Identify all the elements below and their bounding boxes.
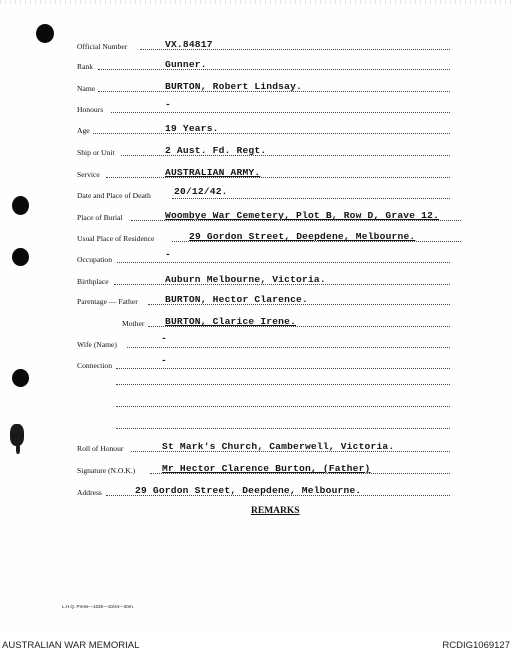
scan-edge bbox=[0, 0, 513, 4]
label-ship-or-unit: Ship or Unit bbox=[77, 148, 115, 157]
value-burial: Woombye War Cemetery, Plot B, Row D, Grave 12. bbox=[165, 210, 440, 222]
footer-record-id: RCDIG1069127 bbox=[442, 640, 510, 651]
field-ship-or-unit bbox=[0, 144, 513, 158]
field-rank bbox=[0, 58, 513, 72]
label-residence: Usual Place of Residence bbox=[77, 234, 155, 243]
label-occupation: Occupation bbox=[77, 255, 113, 264]
value-address: 29 Gordon Street, Deepdene, Melbourne. bbox=[135, 485, 362, 497]
label-wife: Wife (Name) bbox=[77, 340, 117, 349]
footer-archive-name: AUSTRALIAN WAR MEMORIAL bbox=[2, 640, 140, 651]
value-father: BURTON, Hector Clarence. bbox=[165, 294, 308, 306]
printer-imprint: L.H.Q. Press—1635—10/44—30m. bbox=[62, 604, 135, 609]
field-death bbox=[0, 187, 513, 201]
label-death: Date and Place of Death bbox=[77, 191, 151, 200]
dotted-line bbox=[116, 368, 450, 369]
connection-line-3 bbox=[116, 406, 450, 407]
value-wife: - bbox=[161, 333, 167, 345]
value-name: BURTON, Robert Lindsay. bbox=[165, 81, 303, 93]
label-name: Name bbox=[77, 84, 96, 93]
value-service: AUSTRALIAN ARMY. bbox=[165, 167, 261, 179]
label-rank: Rank bbox=[77, 62, 94, 71]
field-signature bbox=[0, 462, 513, 476]
dotted-line bbox=[111, 112, 450, 113]
field-father bbox=[0, 293, 513, 307]
remarks-heading: REMARKS bbox=[251, 506, 300, 516]
punch-hole-lower bbox=[12, 369, 29, 387]
connection-line-2 bbox=[116, 384, 450, 385]
value-death: 20/12/42. bbox=[174, 186, 228, 198]
field-occupation bbox=[0, 251, 513, 265]
field-official-number bbox=[0, 38, 513, 52]
value-ship-or-unit: 2 Aust. Fd. Regt. bbox=[165, 145, 267, 157]
dotted-line bbox=[172, 198, 450, 199]
label-birthplace: Birthplace bbox=[77, 277, 109, 286]
field-service bbox=[0, 166, 513, 180]
label-address: Address bbox=[77, 488, 102, 497]
value-age: 19 Years. bbox=[165, 123, 219, 135]
field-roll-of-honour bbox=[0, 440, 513, 454]
field-wife bbox=[0, 333, 513, 350]
label-burial: Place of Burial bbox=[77, 213, 123, 222]
field-mother bbox=[0, 315, 513, 329]
value-rank: Gunner. bbox=[165, 59, 207, 71]
value-roll-of-honour: St Mark's Church, Camberwell, Victoria. bbox=[162, 441, 395, 453]
field-birthplace bbox=[0, 273, 513, 287]
field-address bbox=[0, 484, 513, 498]
dotted-line bbox=[93, 133, 450, 134]
dotted-line bbox=[117, 262, 450, 263]
field-residence bbox=[0, 230, 513, 244]
label-official-number: Official Number bbox=[77, 42, 128, 51]
dotted-line bbox=[106, 177, 450, 178]
field-burial bbox=[0, 209, 513, 223]
field-connection bbox=[0, 357, 513, 371]
label-service: Service bbox=[77, 170, 100, 179]
label-age: Age bbox=[77, 126, 90, 135]
value-birthplace: Auburn Melbourne, Victoria. bbox=[165, 274, 326, 286]
value-connection: - bbox=[161, 355, 167, 367]
label-roll-of-honour: Roll of Honour bbox=[77, 444, 124, 453]
value-signature: Mr Hector Clarence Burton, (Father) bbox=[162, 463, 371, 475]
field-honours bbox=[0, 101, 513, 115]
connection-line-4 bbox=[116, 428, 450, 429]
dotted-line bbox=[127, 347, 450, 348]
label-connection: Connection bbox=[77, 361, 113, 370]
label-honours: Honours bbox=[77, 105, 104, 114]
value-honours: - bbox=[165, 99, 171, 111]
value-occupation: - bbox=[165, 249, 171, 261]
field-age bbox=[0, 122, 513, 136]
label-father: Parentage — Father bbox=[77, 297, 138, 306]
dotted-line bbox=[98, 69, 450, 70]
archive-footer bbox=[0, 636, 513, 654]
label-mother: Mother bbox=[122, 319, 145, 328]
value-mother: BURTON, Clarice Irene. bbox=[165, 316, 297, 328]
value-official-number: VX.84817 bbox=[165, 39, 213, 51]
label-signature: Signature (N.O.K.) bbox=[77, 466, 136, 475]
field-name bbox=[0, 80, 513, 94]
value-residence: 29 Gordon Street, Deepdene, Melbourne. bbox=[189, 231, 416, 243]
